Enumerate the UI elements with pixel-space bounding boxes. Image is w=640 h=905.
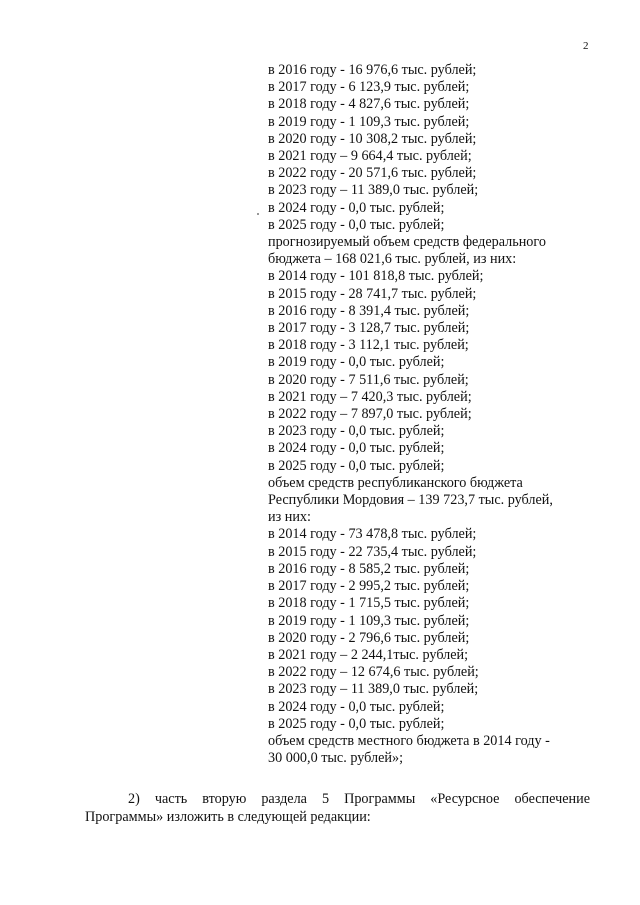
funding-line: в 2015 году - 28 741,7 тыс. рублей; xyxy=(268,285,477,302)
funding-line: в 2024 году - 0,0 тыс. рублей; xyxy=(268,698,445,715)
funding-line: прогнозируемый объем средств федерального xyxy=(268,234,546,251)
paragraph-line-2: Программы» изложить в следующей редакции: xyxy=(85,808,371,825)
funding-line: в 2015 году - 22 735,4 тыс. рублей; xyxy=(268,543,477,560)
funding-line: в 2023 году – 11 389,0 тыс. рублей; xyxy=(268,681,479,698)
funding-line: Республики Мордовия – 139 723,7 тыс. рублей, xyxy=(268,492,553,509)
page-number: 2 xyxy=(583,40,589,52)
funding-line: в 2017 году - 2 995,2 тыс. рублей; xyxy=(268,578,470,595)
funding-line: в 2018 году - 1 715,5 тыс. рублей; xyxy=(268,595,470,612)
funding-line: в 2018 году - 4 827,6 тыс. рублей; xyxy=(268,96,470,113)
funding-line: в 2020 году - 7 511,6 тыс. рублей; xyxy=(268,371,469,388)
funding-line: в 2021 году – 2 244,1тыс. рублей; xyxy=(268,646,469,663)
paragraph-line-1: 2) часть вторую раздела 5 Программы «Ресурсное обеспечение xyxy=(128,791,590,807)
funding-list xyxy=(268,62,598,767)
funding-line: в 2017 году - 3 128,7 тыс. рублей; xyxy=(268,320,470,337)
funding-line: объем средств местного бюджета в 2014 году - xyxy=(268,732,550,749)
funding-line: в 2019 году - 1 109,3 тыс. рублей; xyxy=(268,113,470,130)
funding-line: в 2020 году - 10 308,2 тыс. рублей; xyxy=(268,130,477,147)
funding-line: в 2022 году - 20 571,6 тыс. рублей; xyxy=(268,165,477,182)
funding-line: в 2024 году - 0,0 тыс. рублей; xyxy=(268,440,445,457)
funding-line: объем средств республиканского бюджета xyxy=(268,474,523,491)
funding-line: в 2014 году - 101 818,8 тыс. рублей; xyxy=(268,268,484,285)
scan-speck xyxy=(257,213,259,215)
funding-line: бюджета – 168 021,6 тыс. рублей, из них: xyxy=(268,251,517,268)
funding-line: из них: xyxy=(268,509,311,526)
funding-line: в 2025 году - 0,0 тыс. рублей; xyxy=(268,457,445,474)
amendment-paragraph xyxy=(85,791,590,826)
funding-line: в 2021 году – 7 420,3 тыс. рублей; xyxy=(268,388,472,405)
funding-line: 30 000,0 тыс. рублей»; xyxy=(268,750,404,767)
funding-line: в 2017 году - 6 123,9 тыс. рублей; xyxy=(268,79,470,96)
funding-line: в 2016 году - 8 391,4 тыс. рублей; xyxy=(268,302,470,319)
funding-line: в 2022 году – 7 897,0 тыс. рублей; xyxy=(268,406,472,423)
funding-line: в 2024 году - 0,0 тыс. рублей; xyxy=(268,199,445,216)
funding-line: в 2016 году - 16 976,6 тыс. рублей; xyxy=(268,62,477,78)
funding-line: в 2022 году – 12 674,6 тыс. рублей; xyxy=(268,664,479,681)
funding-line: в 2023 году - 0,0 тыс. рублей; xyxy=(268,423,445,440)
funding-line: в 2020 году - 2 796,6 тыс. рублей; xyxy=(268,629,470,646)
funding-line: в 2025 году - 0,0 тыс. рублей; xyxy=(268,715,445,732)
funding-line: в 2025 году - 0,0 тыс. рублей; xyxy=(268,216,445,233)
funding-line: в 2019 году - 0,0 тыс. рублей; xyxy=(268,354,445,371)
funding-line: в 2023 году – 11 389,0 тыс. рублей; xyxy=(268,182,479,199)
funding-line: в 2021 году – 9 664,4 тыс. рублей; xyxy=(268,148,472,165)
funding-line: в 2019 году - 1 109,3 тыс. рублей; xyxy=(268,612,470,629)
funding-line: в 2014 году - 73 478,8 тыс. рублей; xyxy=(268,526,477,543)
funding-line: в 2018 году - 3 112,1 тыс. рублей; xyxy=(268,337,469,354)
funding-line: в 2016 году - 8 585,2 тыс. рублей; xyxy=(268,560,470,577)
